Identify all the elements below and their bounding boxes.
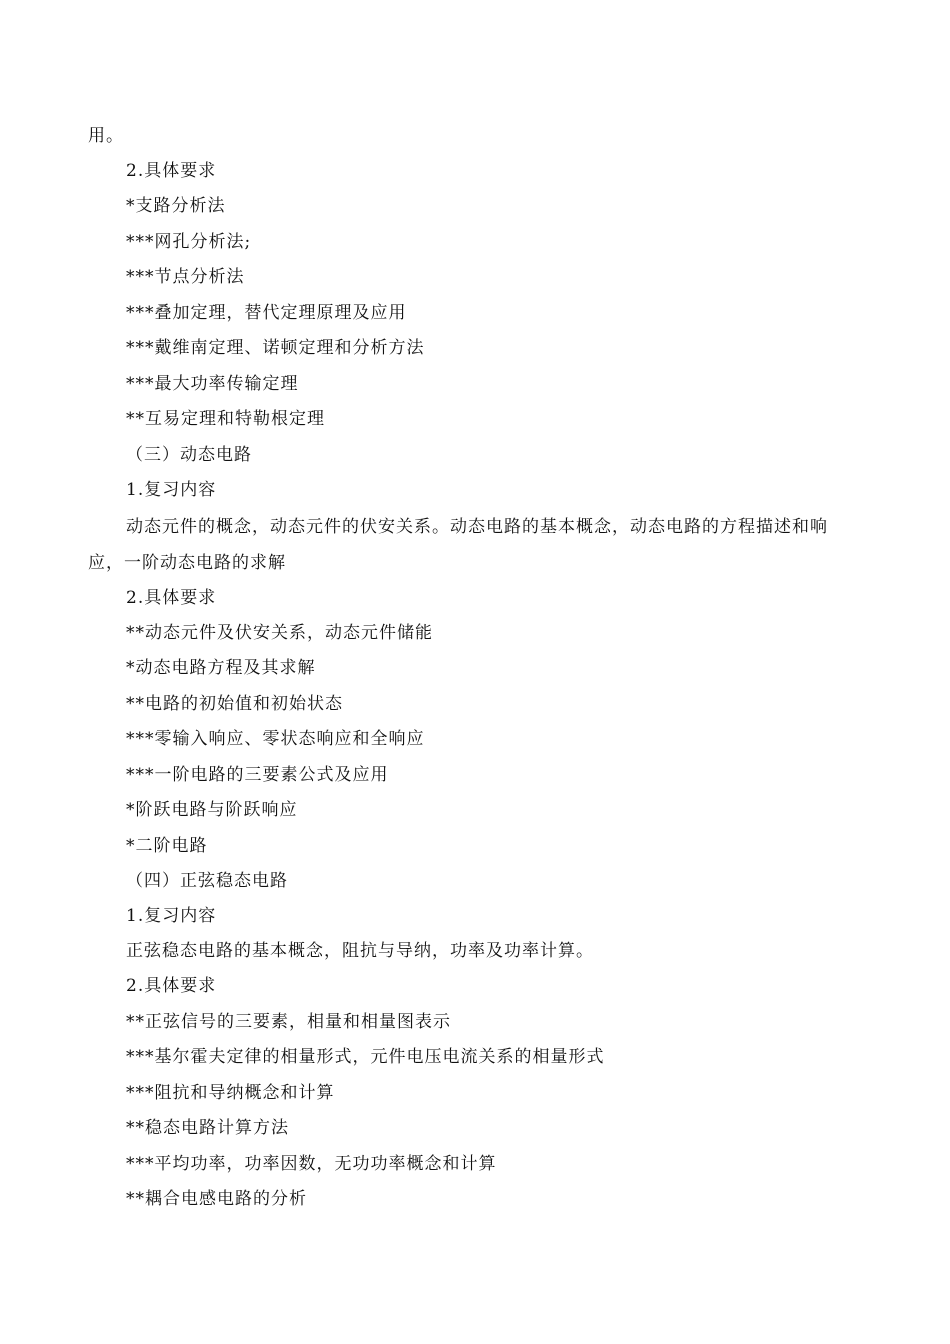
text-line: 动态元件的概念，动态元件的伏安关系。动态电路的基本概念，动态电路的方程描述和响 xyxy=(126,517,828,537)
text-line: ***阻抗和导纳概念和计算 xyxy=(126,1083,335,1103)
text-line: 1.复习内容 xyxy=(126,480,217,500)
text-line: 1.复习内容 xyxy=(126,906,217,926)
text-line: ***一阶电路的三要素公式及应用 xyxy=(126,765,389,785)
text-line: 2.具体要求 xyxy=(126,588,217,608)
text-line: 2.具体要求 xyxy=(126,976,217,996)
text-line: *支路分析法 xyxy=(126,196,226,216)
section-heading: （四）正弦稳态电路 xyxy=(126,871,288,891)
text-line: ***基尔霍夫定律的相量形式，元件电压电流关系的相量形式 xyxy=(126,1047,605,1067)
text-line: *阶跃电路与阶跃响应 xyxy=(126,800,298,820)
text-line: ***最大功率传输定理 xyxy=(126,374,299,394)
text-line: ***戴维南定理、诺顿定理和分析方法 xyxy=(126,338,425,358)
text-line: **正弦信号的三要素，相量和相量图表示 xyxy=(126,1012,451,1032)
text-line: **稳态电路计算方法 xyxy=(126,1118,289,1138)
text-line: **动态元件及伏安关系，动态元件储能 xyxy=(126,623,433,643)
text-line: *动态电路方程及其求解 xyxy=(126,658,316,678)
text-line: **电路的初始值和初始状态 xyxy=(126,694,343,714)
text-line: ***零输入响应、零状态响应和全响应 xyxy=(126,729,425,749)
text-line: ***网孔分析法; xyxy=(126,232,252,252)
text-line: 应，一阶动态电路的求解 xyxy=(88,553,286,573)
text-line: 2.具体要求 xyxy=(126,161,217,181)
text-line: 正弦稳态电路的基本概念，阻抗与导纳，功率及功率计算。 xyxy=(126,941,594,961)
text-line: **互易定理和特勒根定理 xyxy=(126,409,325,429)
section-heading: （三）动态电路 xyxy=(126,445,252,465)
text-line: ***节点分析法 xyxy=(126,267,245,287)
text-line: ***平均功率，功率因数，无功功率概念和计算 xyxy=(126,1154,497,1174)
text-line: 用。 xyxy=(88,126,124,146)
text-line: ***叠加定理，替代定理原理及应用 xyxy=(126,303,407,323)
text-line: *二阶电路 xyxy=(126,836,208,856)
text-line: **耦合电感电路的分析 xyxy=(126,1189,307,1209)
